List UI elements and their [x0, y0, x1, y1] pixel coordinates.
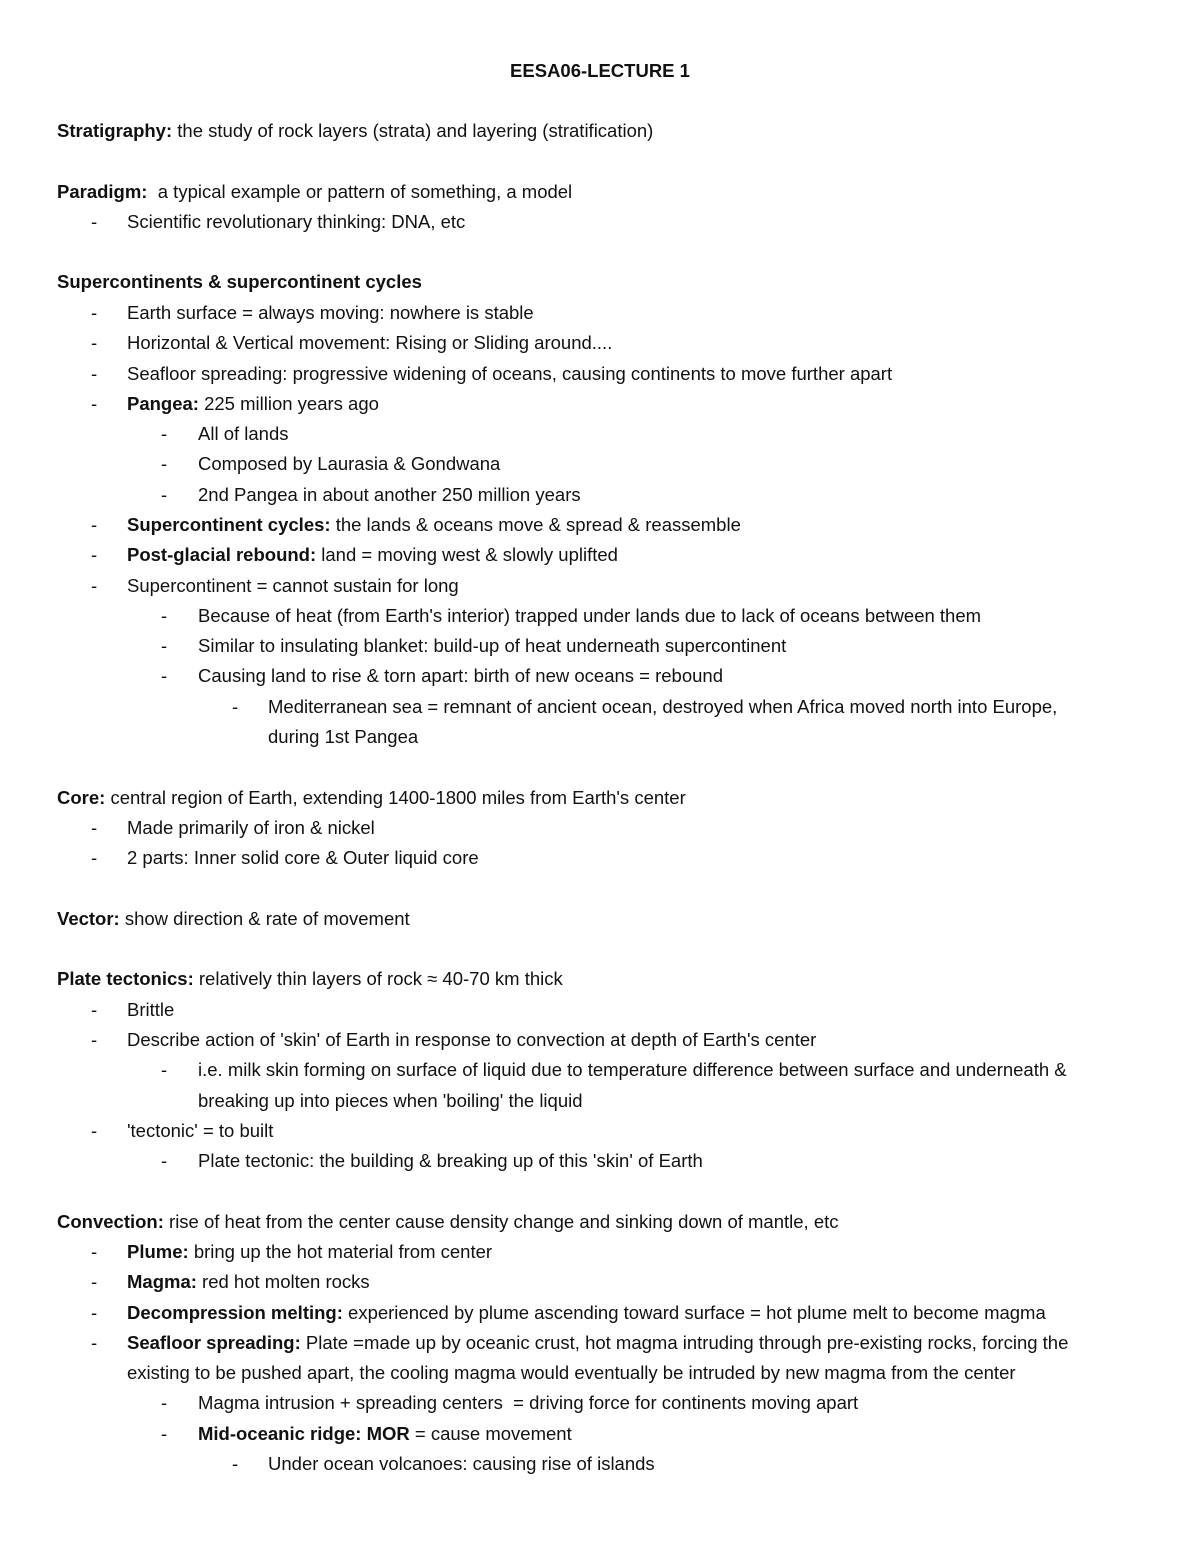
line-text [57, 907, 410, 931]
line-text [198, 483, 581, 507]
definition-text: All of lands [198, 423, 289, 444]
line-text [57, 119, 653, 143]
line-text [127, 574, 459, 598]
definition-text: Scientific revolutionary thinking: DNA, etc [127, 211, 466, 232]
definition-text: Causing land to rise & torn apart: birth of new oceans = rebound [198, 665, 724, 686]
line-text [198, 1391, 858, 1415]
bullet-dash: - [91, 1120, 98, 1141]
definition-text: existing to be pushed apart, the cooling magma would eventually be intruded by new magma from the center [127, 1362, 1016, 1383]
heading-line [0, 967, 1200, 991]
definition-text: 225 million years ago [198, 393, 379, 414]
term-label: Pangea: [127, 393, 199, 414]
bullet-dash: - [161, 453, 168, 474]
line-text [127, 362, 892, 386]
bullet-line [0, 543, 1200, 567]
definition-text: Describe action of 'skin' of Earth in response to convection at depth of Earth's center [127, 1029, 817, 1050]
line-text [127, 1240, 492, 1264]
definition-text: Earth surface = always moving: nowhere is stable [127, 302, 534, 323]
bullet-dash: - [91, 575, 98, 596]
bullet-line [0, 362, 1200, 386]
bullet-dash: - [91, 514, 98, 535]
heading-line [0, 180, 1200, 204]
definition-text: 2nd Pangea in about another 250 million years [198, 484, 581, 505]
bullet-line [0, 483, 1200, 507]
bullet-dash: - [161, 484, 168, 505]
bullet-dash: - [232, 1453, 239, 1474]
bullet-line [0, 998, 1200, 1022]
term-label: Vector: [57, 908, 120, 929]
line-text [127, 392, 379, 416]
definition-text: Plate tectonic: the building & breaking up of this 'skin' of Earth [198, 1150, 703, 1171]
bullet-line [0, 331, 1200, 355]
bullet-dash: - [91, 847, 98, 868]
line-text [57, 967, 563, 991]
line-text [127, 513, 741, 537]
definition-text: 'tectonic' = to built [127, 1120, 274, 1141]
bullet-line [0, 1361, 1200, 1385]
bullet-line [0, 1119, 1200, 1143]
bullet-line [0, 1452, 1200, 1476]
bullet-dash: - [161, 1423, 168, 1444]
definition-text: bring up the hot material from center [188, 1241, 493, 1262]
bullet-line [0, 1331, 1200, 1355]
line-text [127, 846, 479, 870]
line-text [198, 664, 723, 688]
term-label: Stratigraphy: [57, 120, 173, 141]
bullet-line [0, 1270, 1200, 1294]
line-text [57, 180, 572, 204]
line-text [127, 543, 618, 567]
line-text [127, 1361, 1016, 1385]
bullet-dash: - [161, 1392, 168, 1413]
line-text [127, 1270, 370, 1294]
bullet-line [0, 634, 1200, 658]
definition-text: central region of Earth, extending 1400-1800 miles from Earth's center [105, 787, 686, 808]
definition-text: Horizontal & Vertical movement: Rising or Sliding around.... [127, 332, 613, 353]
heading-line [0, 786, 1200, 810]
definition-text: the study of rock layers (strata) and layering (stratification) [172, 120, 654, 141]
bullet-line [0, 452, 1200, 476]
term-label: Seafloor spreading: [127, 1332, 301, 1353]
line-text [268, 695, 1057, 719]
bullet-dash: - [91, 544, 98, 565]
bullet-dash: - [91, 363, 98, 384]
line-text [198, 422, 289, 446]
line-text [127, 331, 612, 355]
line-text [268, 1452, 655, 1476]
bullet-dash: - [232, 696, 239, 717]
bullet-line [0, 1240, 1200, 1264]
bullet-line [0, 846, 1200, 870]
bullet-line [0, 664, 1200, 688]
line-text [57, 786, 686, 810]
bullet-dash: - [161, 605, 168, 626]
definition-text: i.e. milk skin forming on surface of liquid due to temperature difference between surface and underneath & [198, 1059, 1067, 1080]
line-text [127, 1301, 1046, 1325]
bullet-dash: - [91, 1332, 98, 1353]
term-label: Magma: [127, 1271, 197, 1292]
definition-text: Brittle [127, 999, 175, 1020]
bullet-dash: - [161, 423, 168, 444]
bullet-dash: - [91, 1271, 98, 1292]
line-text [127, 1331, 1068, 1355]
line-text [198, 1422, 572, 1446]
bullet-line [0, 695, 1200, 719]
bullet-dash: - [91, 332, 98, 353]
definition-text: experienced by plume ascending toward surface = hot plume melt to become magma [342, 1302, 1046, 1323]
bullet-dash: - [91, 302, 98, 323]
bullet-line [0, 816, 1200, 840]
definition-text: Made primarily of iron & nickel [127, 817, 375, 838]
definition-text: breaking up into pieces when 'boiling' the liquid [198, 1090, 583, 1111]
bullet-line [0, 725, 1200, 749]
definition-text: = cause movement [409, 1423, 572, 1444]
definition-text: Under ocean volcanoes: causing rise of islands [268, 1453, 655, 1474]
bullet-line [0, 392, 1200, 416]
term-label: Mid-oceanic ridge: MOR [198, 1423, 410, 1444]
line-text [127, 998, 174, 1022]
line-text [57, 1210, 839, 1234]
definition-text: red hot molten rocks [196, 1271, 370, 1292]
bullet-dash: - [91, 1241, 98, 1262]
definition-text: show direction & rate of movement [119, 908, 410, 929]
line-text [268, 725, 418, 749]
bullet-line [0, 513, 1200, 537]
bullet-line [0, 1301, 1200, 1325]
line-text [198, 1089, 583, 1113]
term-label: Core: [57, 787, 106, 808]
definition-text: Because of heat (from Earth's interior) trapped under lands due to lack of oceans between them [198, 605, 982, 626]
bullet-line [0, 210, 1200, 234]
term-label: Supercontinent cycles: [127, 514, 331, 535]
bullet-line [0, 422, 1200, 446]
bullet-line [0, 604, 1200, 628]
bullet-dash: - [161, 635, 168, 656]
bullet-dash: - [91, 211, 98, 232]
line-text [198, 1058, 1067, 1082]
bullet-dash: - [91, 1029, 98, 1050]
definition-text: Magma intrusion + spreading centers = driving force for continents moving apart [198, 1392, 859, 1413]
bullet-line [0, 1391, 1200, 1415]
bullet-line [0, 574, 1200, 598]
definition-text: Mediterranean sea = remnant of ancient ocean, destroyed when Africa moved north into Europe, [268, 696, 1058, 717]
term-label: Decompression melting: [127, 1302, 343, 1323]
definition-text: Supercontinent = cannot sustain for long [127, 575, 459, 596]
bullet-dash: - [91, 393, 98, 414]
bullet-line [0, 1149, 1200, 1173]
line-text [127, 301, 534, 325]
term-label: Plume: [127, 1241, 189, 1262]
definition-text: Similar to insulating blanket: build-up of heat underneath supercontinent [198, 635, 787, 656]
bullet-dash: - [91, 817, 98, 838]
definition-text: Seafloor spreading: progressive widening of oceans, causing continents to move further apart [127, 363, 893, 384]
definition-text: the lands & oceans move & spread & reassemble [330, 514, 741, 535]
bullet-line [0, 1028, 1200, 1052]
line-text [198, 452, 500, 476]
line-text [198, 1149, 703, 1173]
heading-line [0, 1210, 1200, 1234]
line-text [127, 816, 375, 840]
definition-text: a typical example or pattern of something, a model [147, 181, 573, 202]
bullet-line [0, 1422, 1200, 1446]
definition-text: Composed by Laurasia & Gondwana [198, 453, 501, 474]
line-text [127, 210, 465, 234]
line-text [57, 270, 422, 294]
term-label: Paradigm: [57, 181, 148, 202]
bullet-dash: - [161, 665, 168, 686]
definition-text: 2 parts: Inner solid core & Outer liquid core [127, 847, 479, 868]
line-text [198, 604, 981, 628]
line-text [127, 1119, 273, 1143]
bullet-dash: - [161, 1150, 168, 1171]
term-label: Convection: [57, 1211, 164, 1232]
bullet-dash: - [91, 1302, 98, 1323]
bullet-dash: - [161, 1059, 168, 1080]
definition-text: relatively thin layers of rock ≈ 40-70 km thick [193, 968, 563, 989]
heading-line [0, 270, 1200, 294]
bullet-dash: - [91, 999, 98, 1020]
definition-text: Plate =made up by oceanic crust, hot magma intruding through pre-existing rocks, forcing the [300, 1332, 1069, 1353]
bullet-line [0, 1058, 1200, 1082]
document-title: EESA06-LECTURE 1 [510, 60, 690, 81]
bullet-line [0, 301, 1200, 325]
term-label: Post-glacial rebound: [127, 544, 317, 565]
definition-text: during 1st Pangea [268, 726, 419, 747]
heading-line [0, 907, 1200, 931]
term-label: Plate tectonics: [57, 968, 194, 989]
definition-text: land = moving west & slowly uplifted [316, 544, 618, 565]
line-text [127, 1028, 816, 1052]
term-label: Supercontinents & supercontinent cycles [57, 271, 422, 292]
definition-text: rise of heat from the center cause density change and sinking down of mantle, etc [163, 1211, 839, 1232]
line-text [198, 634, 786, 658]
heading-line [0, 119, 1200, 143]
bullet-line [0, 1089, 1200, 1113]
